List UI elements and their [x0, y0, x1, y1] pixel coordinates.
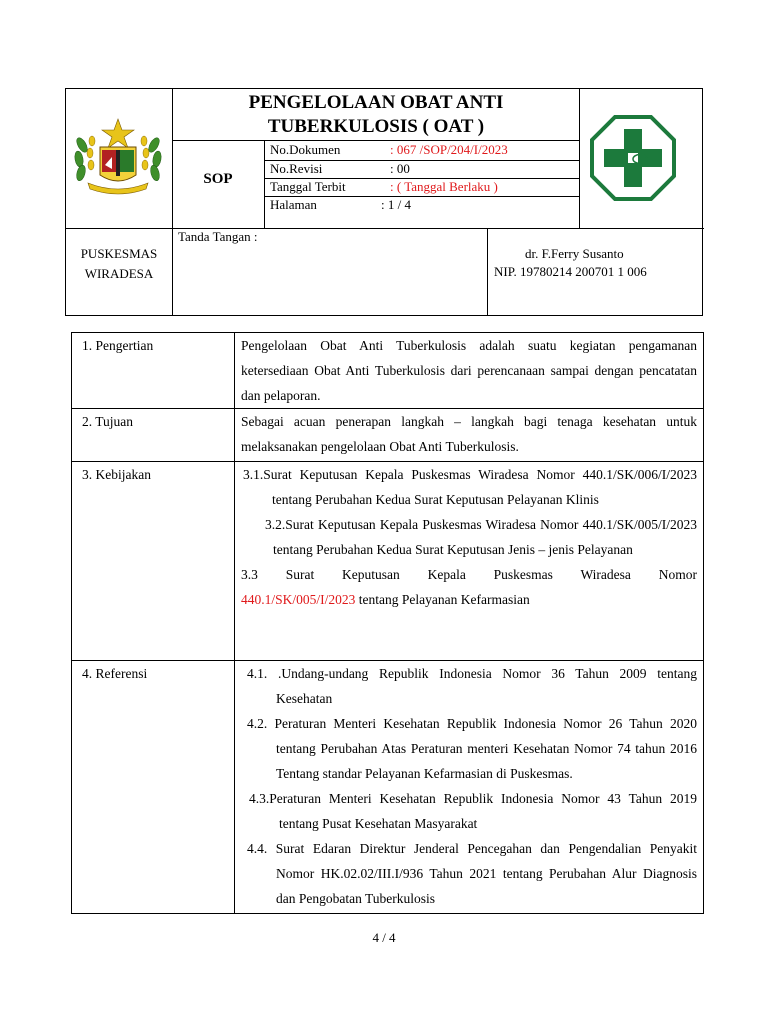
org-name-line2: WIRADESA: [84, 266, 154, 281]
referensi-item-4-1: 4.1. .Undang-undang Republik Indonesia Nomor 36 Tahun 2009 tentang Kesehatan: [247, 666, 697, 706]
page-value: : 1 / 4: [381, 197, 411, 212]
section-label-referensi: 4. Referensi: [72, 661, 235, 914]
kebijakan-sk-number: 440.1/SK/005/I/2023: [241, 592, 356, 607]
sop-content-table: [71, 332, 704, 914]
document-header: [65, 88, 703, 316]
doc-number-value: : 067 /SOP/204/I/2023: [390, 142, 508, 157]
revision-label: No.Revisi: [270, 161, 323, 176]
section-label-kebijakan: 3. Kebijakan: [72, 462, 235, 661]
table-row: [72, 409, 704, 462]
referensi-item-4-2: 4.2. Peraturan Menteri Kesehatan Republik Indonesia Nomor 26 Tahun 2020 tentang Perubahan Atas Peraturan menteri Kesehatan Nomor 74 tahun 2016 Tentang standar Pelayanan Kefarmasian di Puskesmas.: [247, 716, 697, 781]
referensi-item-4-3: 4.3.Peraturan Menteri Kesehatan Republik Indonesia Nomor 43 Tahun 2019 tentang Pusat Kesehatan Masyarakat: [249, 791, 697, 831]
section-text-pengertian: Pengelolaan Obat Anti Tuberkulosis adalah suatu kegiatan pengamanan ketersediaan Obat Anti Tuberkulosis dari perencanaan sampai dengan pencatatan dan pelaporan.: [235, 333, 704, 409]
sop-label: SOP: [203, 171, 233, 187]
section-text-tujuan: Sebagai acuan penerapan langkah – langkah bagi tenaga kesehatan untuk melaksanakan pengelolaan Obat Anti Tuberkulosis.: [235, 409, 704, 462]
regional-emblem-logo: [72, 117, 164, 199]
document-title-line2: TUBERKULOSIS ( OAT ): [267, 116, 485, 137]
page-number: 4 / 4: [372, 930, 396, 945]
signer-name: dr. F.Ferry Susanto: [525, 246, 624, 261]
page-label: Halaman: [270, 197, 317, 212]
star-icon: [102, 119, 134, 148]
signature-label: Tanda Tangan :: [178, 229, 258, 244]
table-row: [72, 661, 704, 914]
signer-nip: NIP. 19780214 200701 1 006: [494, 264, 647, 279]
revision-value: : 00: [390, 161, 410, 176]
kebijakan-item-3-2: 3.2.Surat Keputusan Kepala Puskesmas Wiradesa Nomor 440.1/SK/005/I/2023 tentang Perubahan Kedua Surat Keputusan Jenis – jenis Pelayanan: [265, 517, 697, 557]
document-title-line1: PENGELOLAAN OBAT ANTI: [248, 92, 504, 113]
doc-number-label: No.Dokumen: [270, 142, 341, 157]
section-label-pengertian: 1. Pengertian: [72, 333, 235, 409]
org-name-line1: PUSKESMAS: [80, 246, 158, 261]
table-row: [72, 333, 704, 409]
issue-date-label: Tanggal Terbit: [270, 179, 346, 194]
referensi-item-4-4: 4.4. Surat Edaran Direktur Jenderal Pencegahan dan Pengendalian Penyakit Nomor HK.02.02/III.I/936 Tahun 2021 tentang Perubahan Alur Diagnosis dan Pengobatan Tuberkulosis: [247, 841, 697, 906]
table-row: [72, 462, 704, 661]
puskesmas-logo: [590, 115, 676, 201]
kebijakan-item-3-1: 3.1.Surat Keputusan Kepala Puskesmas Wiradesa Nomor 440.1/SK/006/I/2023 tentang Perubahan Kedua Surat Keputusan Pelayanan Klinis: [243, 467, 697, 507]
section-label-tujuan: 2. Tujuan: [72, 409, 235, 462]
kebijakan-item-3-3: 3.3 Surat Keputusan Kepala Puskesmas Wiradesa Nomor 440.1/SK/005/I/2023 tentang Pelayanan Kefarmasian: [241, 567, 697, 607]
issue-date-value: : ( Tanggal Berlaku ): [390, 179, 498, 194]
